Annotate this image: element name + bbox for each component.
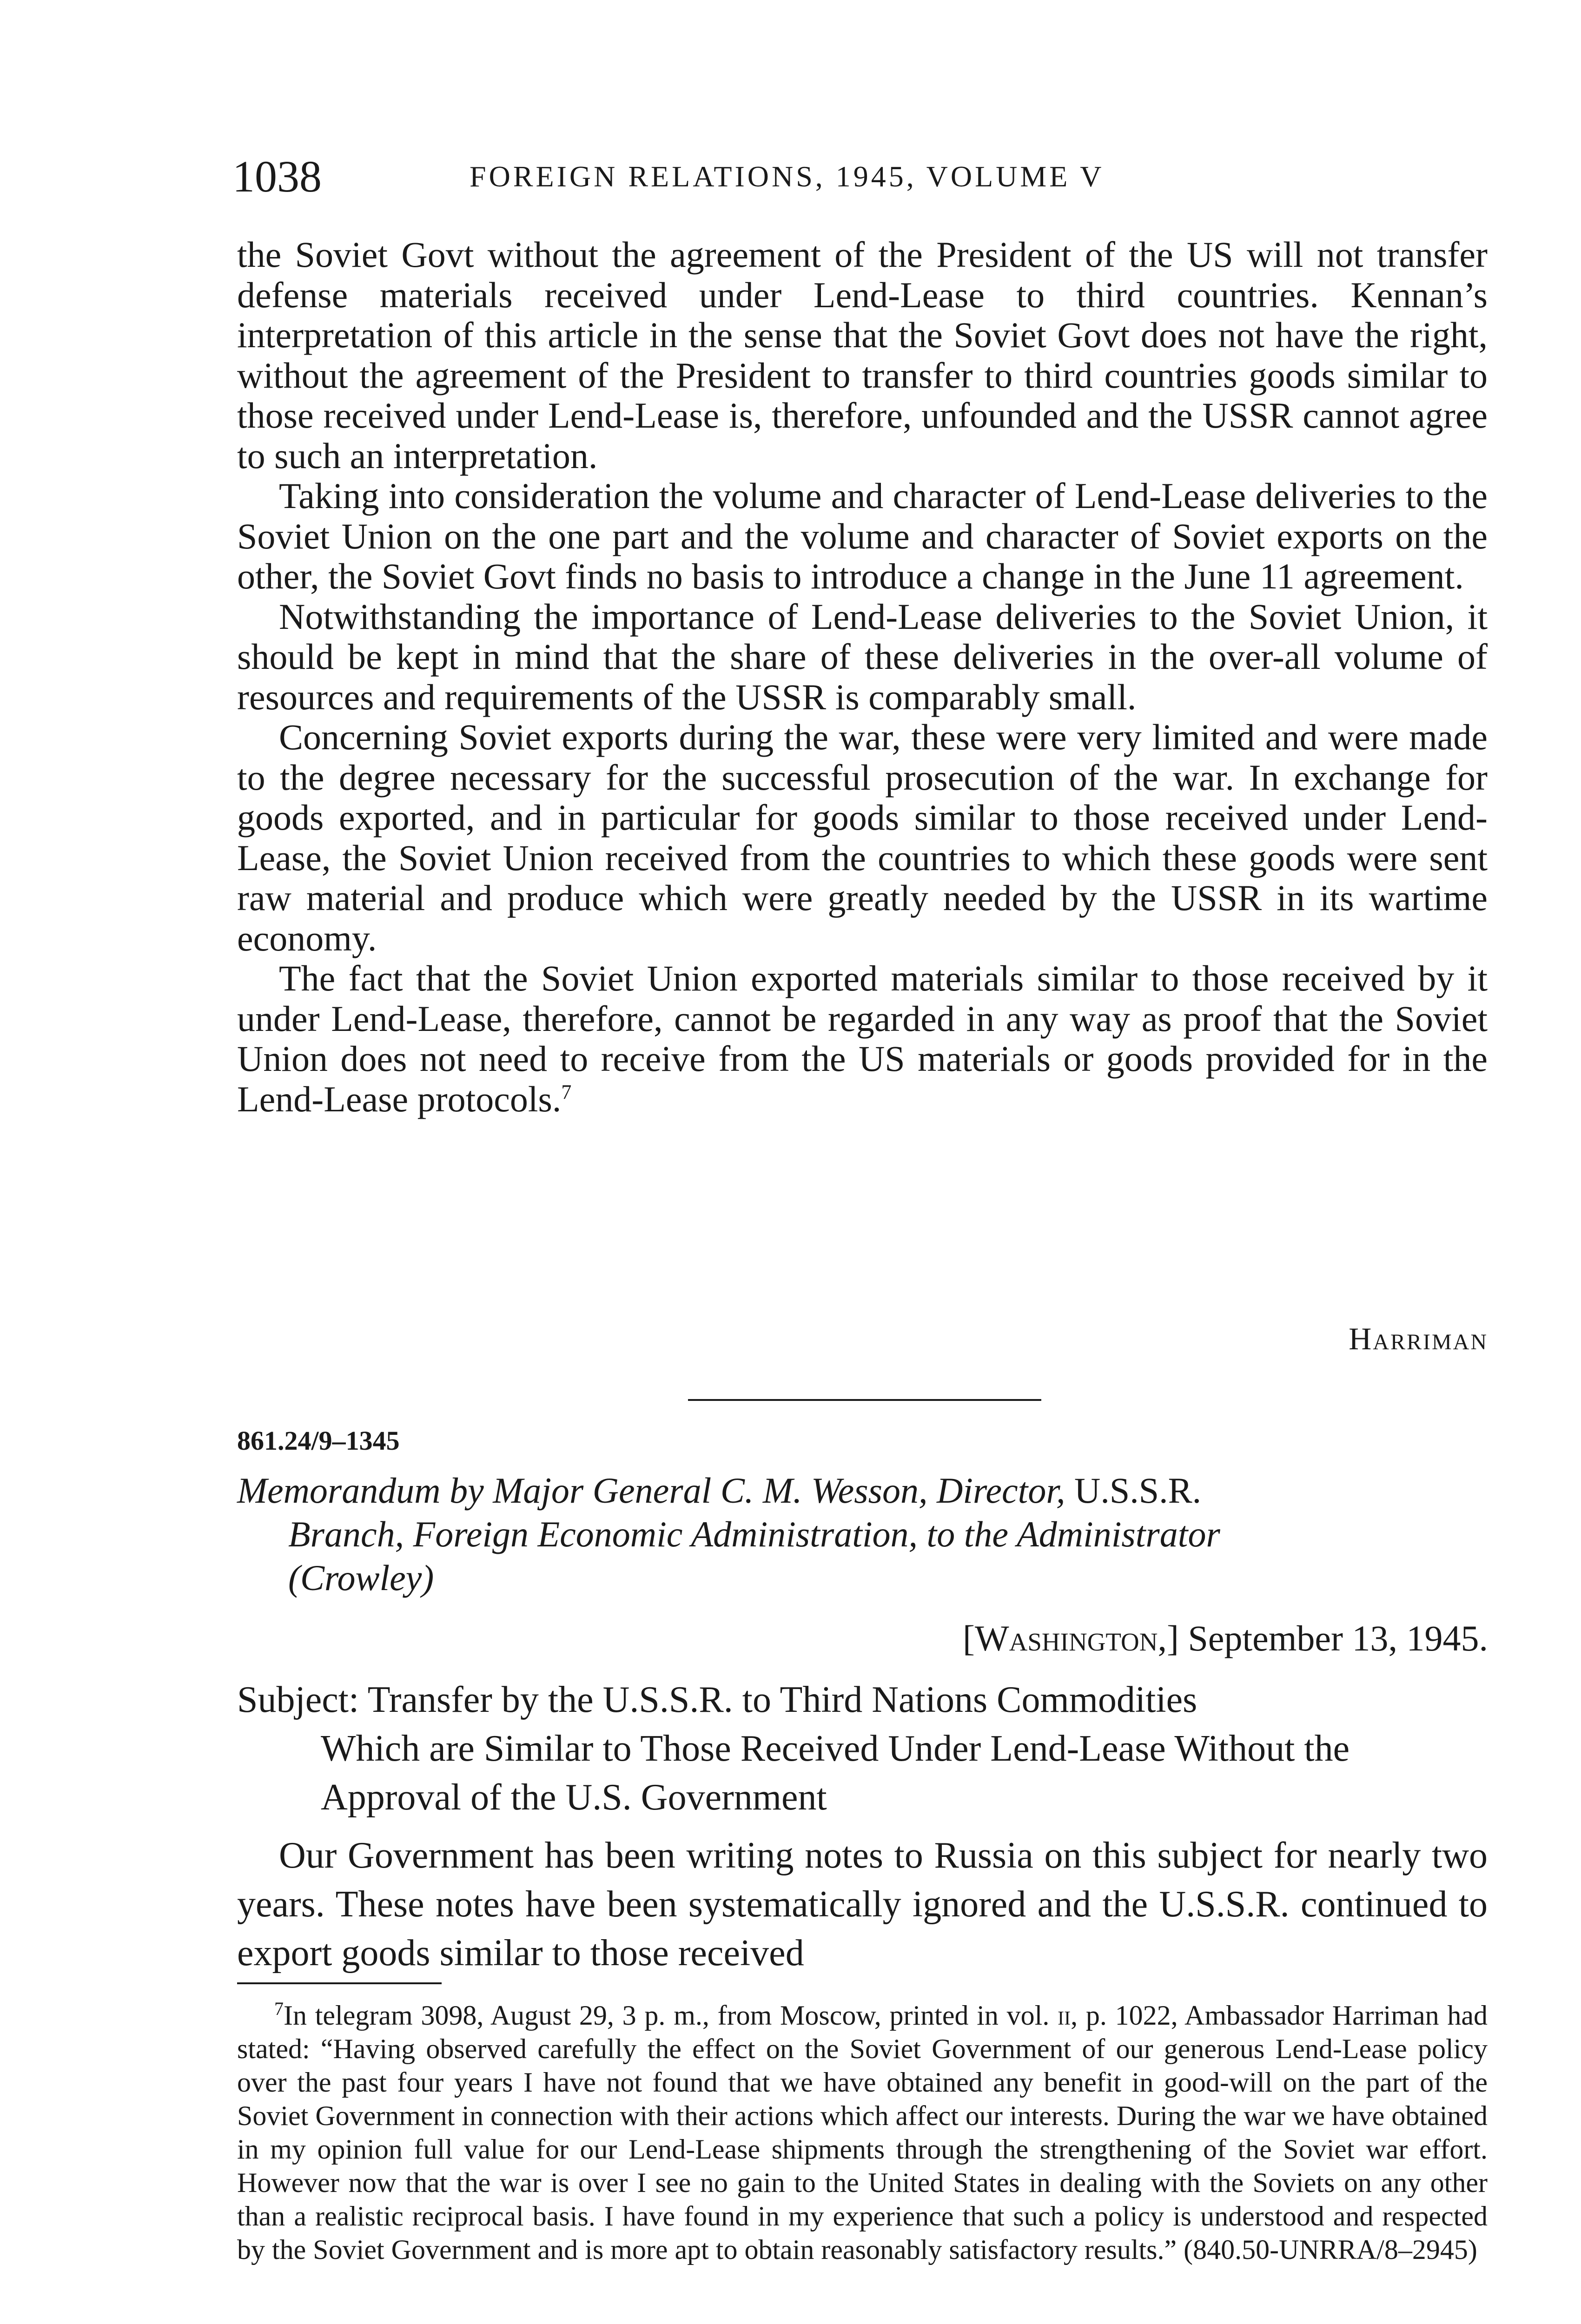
- page-header: [232, 149, 1488, 205]
- signature: Harriman: [1349, 1321, 1488, 1356]
- memo-title-line: [237, 1469, 1488, 1512]
- running-head: FOREIGN RELATIONS, 1945, VOLUME V: [470, 160, 1105, 193]
- memo-title-line: (Crowley): [288, 1558, 434, 1598]
- page-number: 1038: [232, 152, 322, 201]
- paragraph-text: The fact that the Soviet Union exported materials similar to those received by it under Lend-Lease, therefore, cannot be regarded in any way as proof that the Soviet Union does not need to receive from the US materials or goods provided for in the Lend-Lease protocols.: [237, 958, 1488, 1119]
- memo-title-text: Memorandum by Major General C. M. Wesson, Director,: [237, 1470, 1075, 1511]
- footnote: [237, 1999, 1488, 2266]
- subject-label: Subject:: [237, 1679, 359, 1720]
- paragraph: Taking into consideration the volume and character of Lend-Lease deliveries to the Soviet Union on the one part and the volume and character of Soviet exports on the other, the Soviet Govt finds no basis to introduce a change in the June 11 agreement.: [237, 475, 1488, 596]
- telegram-body: [237, 235, 1488, 1119]
- paragraph: Our Government has been writing notes to Russia on this subject for nearly two years. These notes have been systematically ignored and the U.S.S.R. continued to export goods similar to those received: [237, 1835, 1488, 1974]
- section-divider: [688, 1399, 1041, 1401]
- footnote-body: In telegram 3098, August 29, 3 p. m., from Moscow, printed in vol.: [284, 2000, 1058, 2031]
- paragraph: Concerning Soviet exports during the war, these were very limited and were made to the degree necessary for the successful prosecution of the war. In exchange for goods exported, and in particular for goods similar to those received under Lend-Lease, the Soviet Union received from the countries to which these goods were sent raw material and produce which were greatly needed by the USSR in its wartime economy.: [237, 717, 1488, 958]
- footnote-volume: ii: [1058, 2000, 1071, 2031]
- footnote-mark: 7: [274, 1998, 284, 2019]
- subject-text: Which are Similar to Those Received Under Lend-Lease Without the Approval of the U.S. Government: [321, 1728, 1350, 1818]
- footnote-divider: [237, 1982, 442, 1984]
- dateline-date: September 13, 1945.: [1178, 1618, 1488, 1658]
- footnote-text: [237, 1999, 1488, 2266]
- footnote-body: , p. 1022, Ambassador Harriman had stated: “Having observed carefully the effect on the Soviet Government of our generous Lend-Lease policy over the past four years I have not found that we have obtained any benefit in good-will on the part of the Soviet Government in connection with their actions which affect our interests. During the war we have obtained in my opinion full value for our Lend-Lease shipments through the strengthening of the Soviet war effort. However now that the war is over I see no gain to the United States in dealing with the Soviets on any other than a realistic reciprocal basis. I have found in my experience that such a policy is understood and respected by the Soviet Government and is more apt to obtain reasonably satisfactory results.” (840.50-UNRRA/8–2945): [237, 2000, 1488, 2265]
- subject-block: [237, 1676, 1488, 1822]
- memo-title-text: U.S.S.R.: [1074, 1470, 1202, 1511]
- footnote-ref[interactable]: 7: [561, 1080, 572, 1103]
- dateline-place: [Washington,]: [963, 1618, 1179, 1658]
- dateline: [963, 1618, 1488, 1659]
- memo-title-line: Branch, Foreign Economic Administration, to the Administrator: [288, 1514, 1220, 1554]
- memo-title: [237, 1469, 1488, 1600]
- memo-body: [237, 1831, 1488, 1978]
- paragraph: the Soviet Govt without the agreement of the President of the US will not transfer defense materials received under Lend-Lease to third countries. Kennan’s interpretation of this article in the sense that the Soviet Govt does not have the right, without the agreement of the President to transfer to third countries goods similar to those received under Lend-Lease is, therefore, unfounded and the USSR cannot agree to such an interpretation.: [237, 234, 1488, 476]
- paragraph: Notwithstanding the importance of Lend-Lease deliveries to the Soviet Union, it should be kept in mind that the share of these deliveries in the over-all volume of resources and requirements of the USSR is comparably small.: [237, 596, 1488, 717]
- subject-text: Transfer by the U.S.S.R. to Third Nations Commodities: [359, 1679, 1197, 1720]
- file-number: 861.24/9–1345: [237, 1426, 400, 1456]
- paragraph: [237, 958, 1488, 1119]
